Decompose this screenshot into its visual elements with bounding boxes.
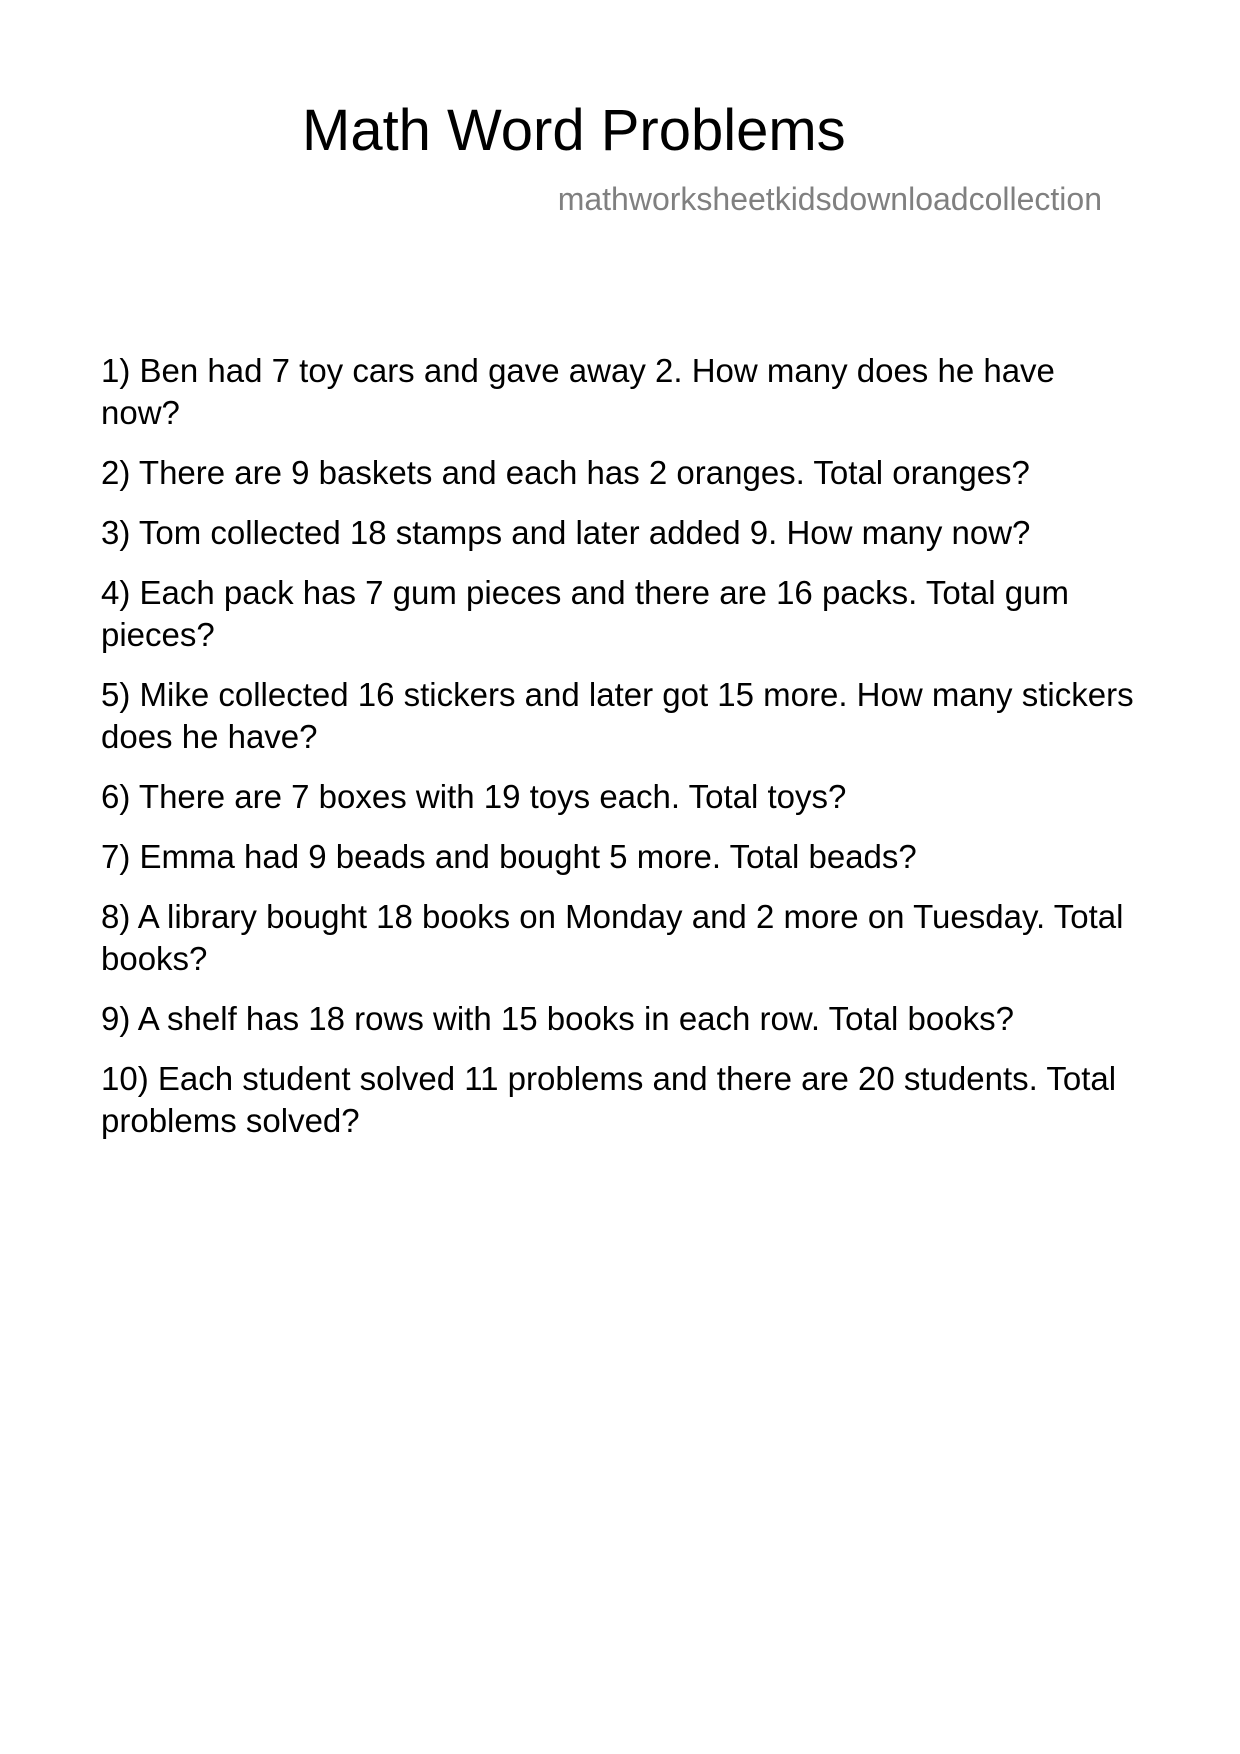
problem-item: 7) Emma had 9 beads and bought 5 more. Total beads? — [101, 838, 917, 875]
problem-list — [101, 350, 1141, 1160]
problem-item: 8) A library bought 18 books on Monday and 2 more on Tuesday. Total books? — [101, 898, 1124, 977]
problem-item: 5) Mike collected 16 stickers and later got 15 more. How many stickers does he have? — [101, 676, 1134, 755]
page-subtitle: mathworksheetkidsdownloadcollection — [557, 181, 1102, 217]
problem-item: 3) Tom collected 18 stamps and later added 9. How many now? — [101, 514, 1031, 551]
problem-item: 10) Each student solved 11 problems and there are 20 students. Total problems solved? — [101, 1060, 1117, 1139]
problem-item: 2) There are 9 baskets and each has 2 oranges. Total oranges? — [101, 454, 1030, 491]
page-title: Math Word Problems — [302, 98, 846, 163]
problem-item: 9) A shelf has 18 rows with 15 books in each row. Total books? — [101, 1000, 1014, 1037]
problem-item: 1) Ben had 7 toy cars and gave away 2. How many does he have now? — [101, 352, 1055, 431]
problem-item: 6) There are 7 boxes with 19 toys each. Total toys? — [101, 778, 847, 815]
problem-item: 4) Each pack has 7 gum pieces and there are 16 packs. Total gum pieces? — [101, 574, 1069, 653]
